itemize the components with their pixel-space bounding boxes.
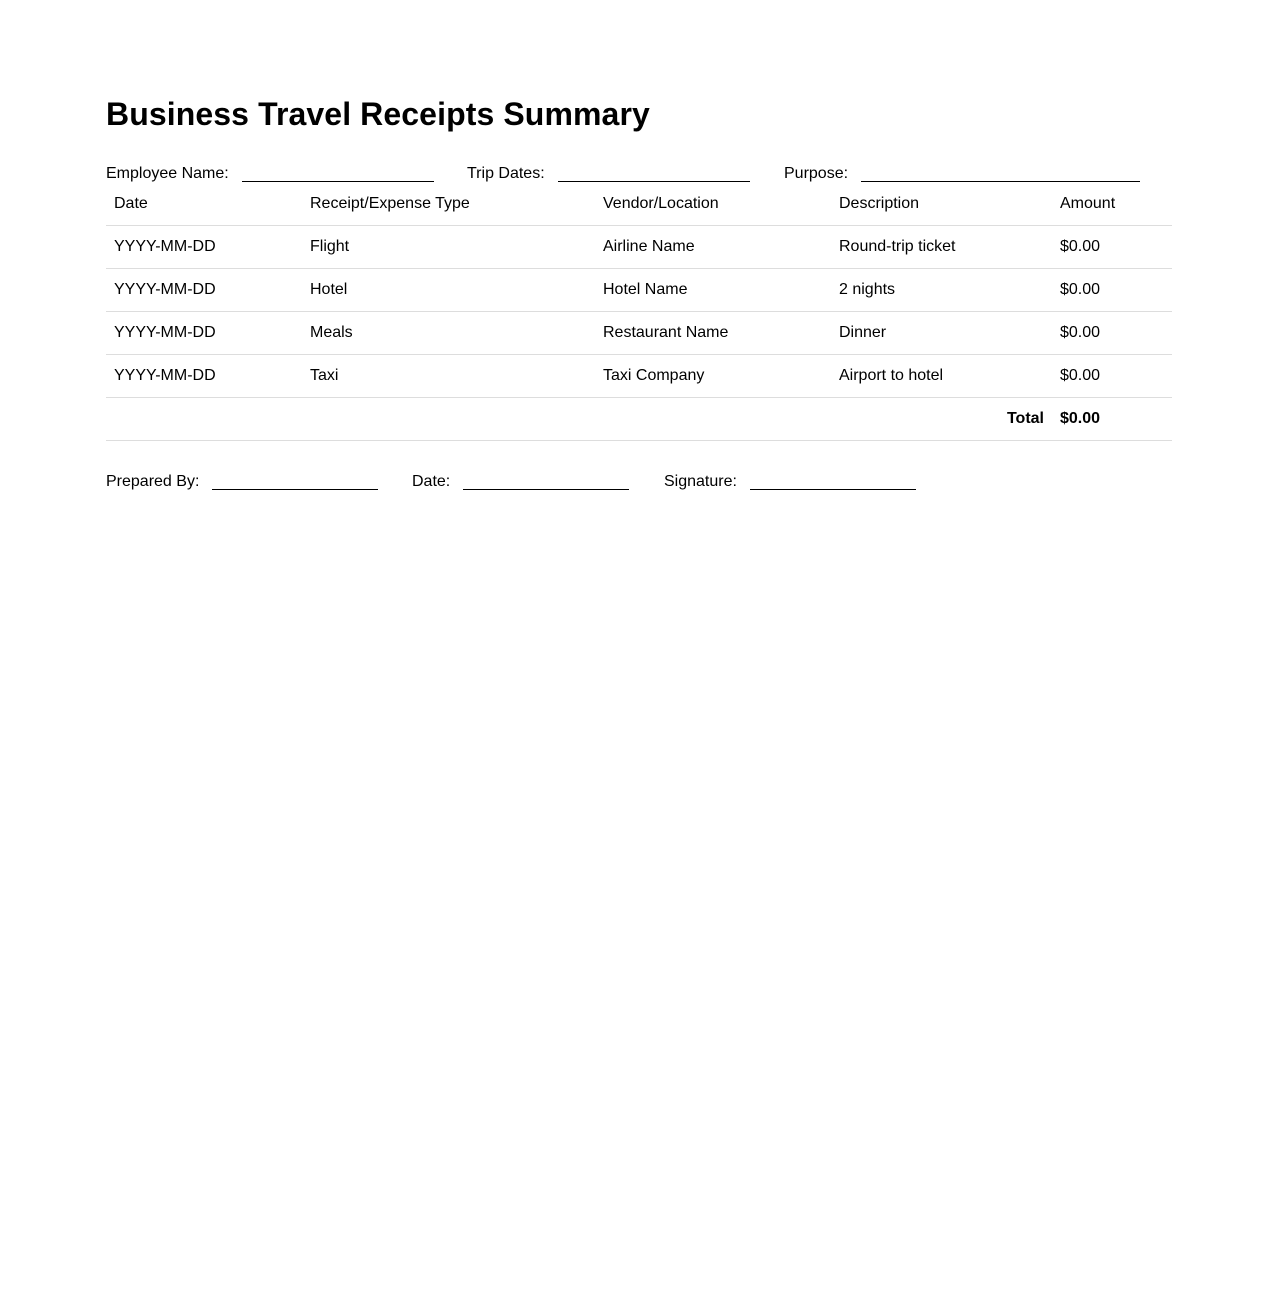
column-header-vendor: Vendor/Location xyxy=(595,192,831,226)
table-header-row xyxy=(106,192,1172,226)
employee-name-field xyxy=(106,164,434,184)
total-value: $0.00 xyxy=(1052,398,1172,441)
cell-description: Round-trip ticket xyxy=(831,226,1052,269)
cell-description: Airport to hotel xyxy=(831,355,1052,398)
total-label: Total xyxy=(106,398,1052,441)
cell-vendor: Restaurant Name xyxy=(595,312,831,355)
signature-label: Signature: xyxy=(664,473,737,490)
cell-amount: $0.00 xyxy=(1052,355,1172,398)
cell-expense-type: Meals xyxy=(302,312,595,355)
cell-date: YYYY-MM-DD xyxy=(106,355,302,398)
signature-field xyxy=(664,472,916,492)
cell-expense-type: Hotel xyxy=(302,269,595,312)
trip-dates-field xyxy=(467,164,750,184)
footer-fields xyxy=(106,472,1172,492)
trip-dates-label: Trip Dates: xyxy=(467,165,545,182)
prepared-by-input-line[interactable] xyxy=(212,473,378,490)
cell-vendor: Taxi Company xyxy=(595,355,831,398)
cell-description: Dinner xyxy=(831,312,1052,355)
cell-date: YYYY-MM-DD xyxy=(106,226,302,269)
prepared-by-field xyxy=(106,472,378,492)
table-row xyxy=(106,269,1172,312)
cell-amount: $0.00 xyxy=(1052,226,1172,269)
cell-amount: $0.00 xyxy=(1052,269,1172,312)
column-header-expense-type: Receipt/Expense Type xyxy=(302,192,595,226)
signature-input-line[interactable] xyxy=(750,473,916,490)
employee-name-input-line[interactable] xyxy=(242,165,434,182)
cell-date: YYYY-MM-DD xyxy=(106,312,302,355)
cell-expense-type: Flight xyxy=(302,226,595,269)
cell-description: 2 nights xyxy=(831,269,1052,312)
footer-date-label: Date: xyxy=(412,473,451,490)
prepared-by-label: Prepared By: xyxy=(106,473,200,490)
cell-date: YYYY-MM-DD xyxy=(106,269,302,312)
footer-date-input-line[interactable] xyxy=(463,473,629,490)
header-fields xyxy=(106,164,1172,184)
cell-vendor: Airline Name xyxy=(595,226,831,269)
table-row xyxy=(106,355,1172,398)
document-title: Business Travel Receipts Summary xyxy=(106,96,650,132)
footer-date-field xyxy=(412,472,629,492)
purpose-field xyxy=(784,164,1140,184)
employee-name-label: Employee Name: xyxy=(106,165,229,182)
column-header-amount: Amount xyxy=(1052,192,1172,226)
cell-expense-type: Taxi xyxy=(302,355,595,398)
table-row xyxy=(106,312,1172,355)
table-row xyxy=(106,226,1172,269)
cell-amount: $0.00 xyxy=(1052,312,1172,355)
purpose-input-line[interactable] xyxy=(861,165,1140,182)
total-row xyxy=(106,398,1172,441)
receipts-table xyxy=(106,192,1172,441)
trip-dates-input-line[interactable] xyxy=(558,165,750,182)
document-page xyxy=(106,94,1172,490)
cell-vendor: Hotel Name xyxy=(595,269,831,312)
column-header-description: Description xyxy=(831,192,1052,226)
column-header-date: Date xyxy=(106,192,302,226)
purpose-label: Purpose: xyxy=(784,165,849,182)
